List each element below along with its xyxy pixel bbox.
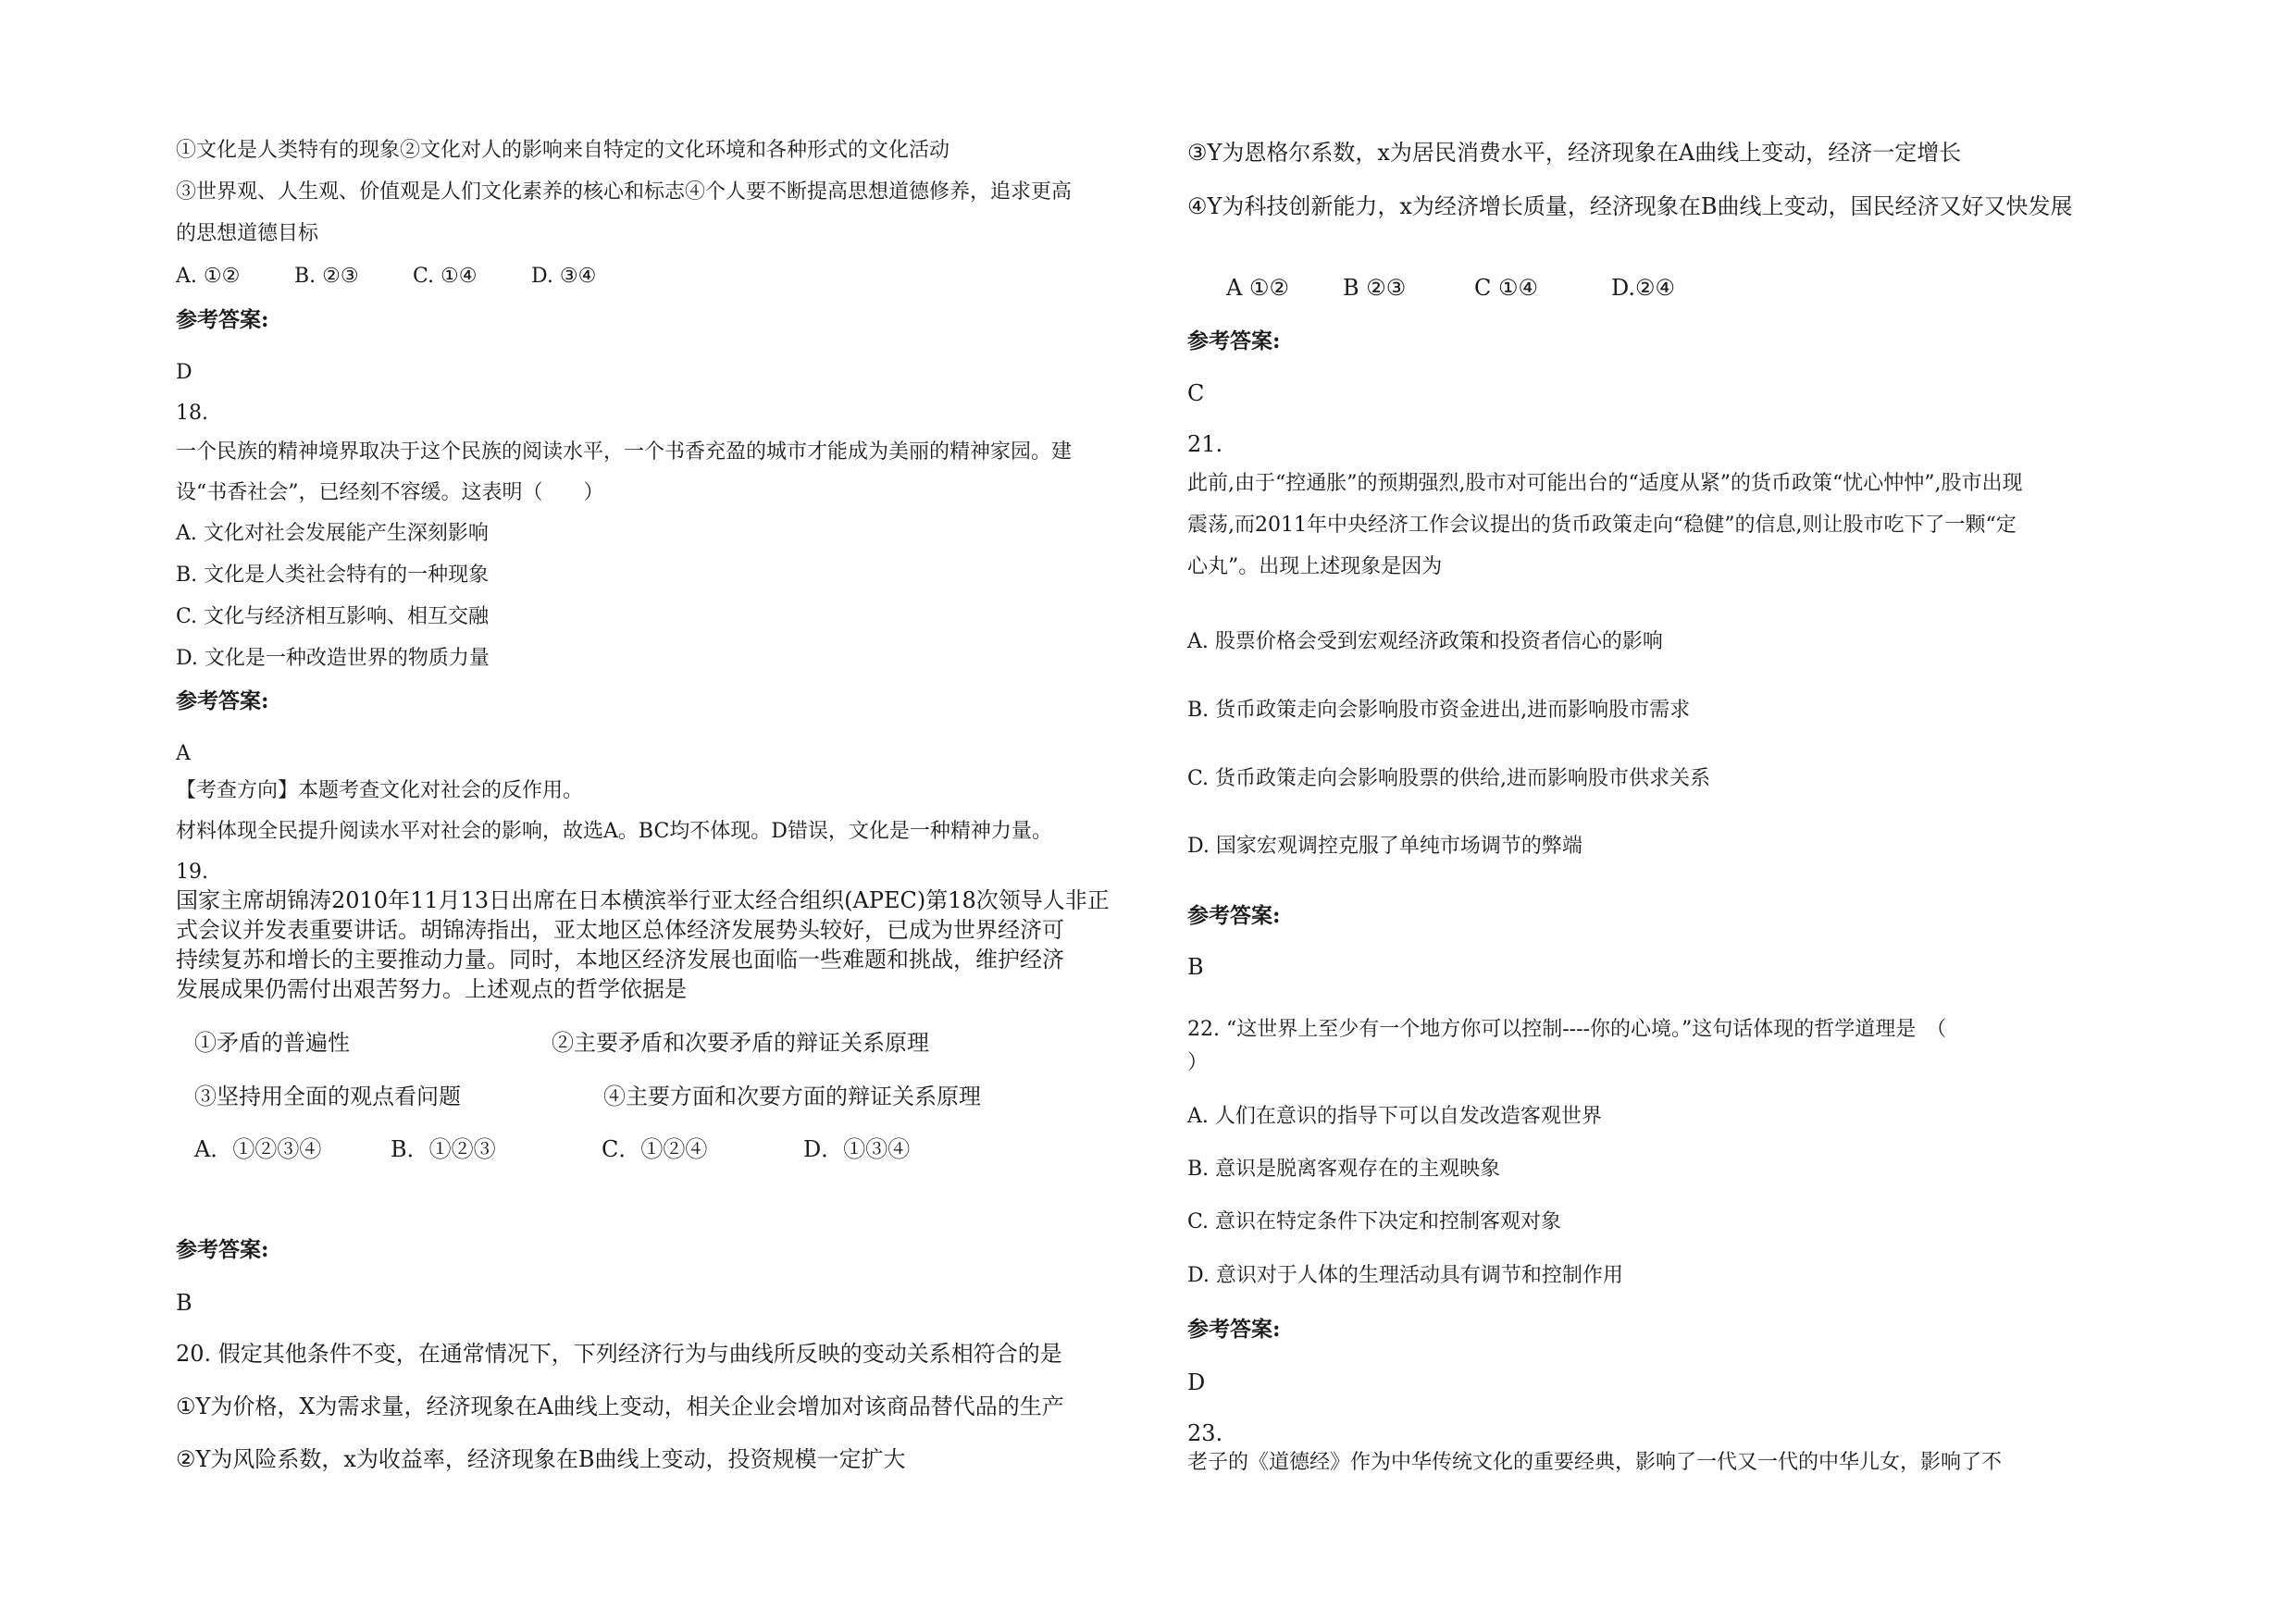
q18-note-1: 【考查方向】本题考查文化对社会的反作用。 (176, 779, 584, 802)
q21-answer-label: 参考答案: (1187, 903, 1281, 928)
q18-stem-1: 一个民族的精神境界取决于这个民族的阅读水平，一个书香充盈的城市才能成为美丽的精神家园。建 (176, 440, 1073, 464)
q21-stem-2: 震荡,而2011年中央经济工作会议提出的货币政策走向“稳健”的信息,则让股市吃下了一颗“定 (1187, 514, 2017, 537)
q20-statement-1: ①Y为价格，X为需求量，经济现象在A曲线上变动，相关企业会增加对该商品替代品的生产 (176, 1394, 1064, 1419)
q21-number: 21. (1187, 431, 1223, 457)
q18-answer-label: 参考答案: (176, 688, 269, 713)
q19-statement-4: ④主要方面和次要方面的辩证关系原理 (603, 1084, 981, 1109)
q20-stem: 20. 假定其他条件不变，在通常情况下，下列经济行为与曲线所反映的变动关系相符合的是 (176, 1341, 1062, 1367)
q21-stem-1: 此前,由于“控通胀”的预期强烈,股市对可能出台的“适度从紧”的货币政策“忧心忡忡”,股市出现 (1187, 472, 2023, 495)
q19-option-d: D．①③④ (803, 1136, 911, 1162)
q18-stem-2: 设“书香社会”，已经刻不容缓。这表明（ ） (176, 481, 604, 504)
q21-option-d: D. 国家宏观调控克服了单纯市场调节的弊端 (1187, 835, 1582, 858)
q22-stem-1: 22. “这世界上至少有一个地方你可以控制----你的心境。”这句话体现的哲学道理是 （ (1187, 1018, 1947, 1041)
q22-answer: D (1187, 1369, 1206, 1395)
q19-number: 19. (176, 861, 208, 884)
q22-option-a: A. 人们在意识的指导下可以自发改造客观世界 (1187, 1105, 1602, 1128)
q20-option-d: D.②④ (1611, 275, 1676, 301)
q21-stem-3: 心丸”。出现上述现象是因为 (1187, 555, 1443, 578)
q22-option-b: B. 意识是脱离客观存在的主观映象 (1187, 1158, 1501, 1181)
q17-option-c: C. ①④ (413, 265, 478, 288)
q18-option-a: A. 文化对社会发展能产生深刻影响 (176, 522, 489, 545)
q20-answer: C (1187, 380, 1205, 406)
q22-option-c: C. 意识在特定条件下决定和控制客观对象 (1187, 1210, 1562, 1233)
q19-statement-1: ①矛盾的普遍性 (194, 1030, 350, 1056)
q20-answer-label: 参考答案: (1187, 328, 1281, 353)
q17-answer-label: 参考答案: (176, 307, 269, 332)
q23-number: 23. (1187, 1420, 1223, 1446)
q19-statement-2: ②主要矛盾和次要矛盾的辩证关系原理 (552, 1030, 929, 1056)
q19-stem-1: 国家主席胡锦涛2010年11月13日出席在日本横滨举行亚太经合组织(APEC)第18次领导人非正 (176, 887, 1110, 913)
q19-option-a: A．①②③④ (194, 1136, 322, 1162)
q18-answer: A (176, 742, 191, 765)
q17-statement-1: ①文化是人类特有的现象②文化对人的影响来自特定的文化环境和各种形式的文化活动 (176, 139, 950, 162)
q20-option-c: C ①④ (1474, 275, 1539, 301)
q19-stem-4: 发展成果仍需付出艰苦努力。上述观点的哲学依据是 (176, 976, 687, 1002)
q18-option-d: D. 文化是一种改造世界的物质力量 (176, 647, 490, 670)
q23-stem-1: 老子的《道德经》作为中华传统文化的重要经典，影响了一代又一代的中华儿女，影响了不 (1187, 1451, 2003, 1474)
q20-statement-2: ②Y为风险系数，x为收益率，经济现象在B曲线上变动，投资规模一定扩大 (176, 1446, 906, 1472)
q18-number: 18. (176, 402, 208, 425)
q18-option-b: B. 文化是人类社会特有的一种现象 (176, 564, 490, 587)
q20-statement-3: ③Y为恩格尔系数，x为居民消费水平，经济现象在A曲线上变动，经济一定增长 (1187, 140, 1962, 166)
q17-options (176, 263, 596, 291)
q19-statement-3: ③坚持用全面的观点看问题 (194, 1084, 461, 1109)
q19-stem-3: 持续复苏和增长的主要推动力量。同时，本地区经济发展也面临一些难题和挑战，维护经济 (176, 947, 1064, 973)
q19-stem-2: 式会议并发表重要讲话。胡锦涛指出，亚太地区总体经济发展势头较好，已成为世界经济可 (176, 917, 1064, 943)
q22-option-d: D. 意识对于人体的生理活动具有调节和控制作用 (1187, 1264, 1623, 1287)
q18-option-c: C. 文化与经济相互影响、相互交融 (176, 605, 490, 628)
q21-option-b: B. 货币政策走向会影响股市资金进出,进而影响股市需求 (1187, 699, 1691, 722)
q17-statement-2: ③世界观、人生观、价值观是人们文化素养的核心和标志④个人要不断提高思想道德修养，追求更高 (176, 180, 1073, 204)
q20-option-a: A ①② (1226, 275, 1289, 301)
q17-option-a: A. ①② (176, 265, 241, 288)
q20-option-b: B ②③ (1343, 275, 1407, 301)
q22-stem-2: ） (1187, 1051, 1209, 1074)
q18-note-2: 材料体现全民提升阅读水平对社会的影响，故选A。BC均不体现。D错误，文化是一种精神力量。 (176, 820, 1052, 843)
q20-statement-4: ④Y为科技创新能力，x为经济增长质量，经济现象在B曲线上变动，国民经济又好又快发展 (1187, 193, 2073, 219)
q19-answer: B (176, 1290, 192, 1316)
q21-option-c: C. 货币政策走向会影响股票的供给,进而影响股市供求关系 (1187, 767, 1711, 790)
q21-option-a: A. 股票价格会受到宏观经济政策和投资者信心的影响 (1187, 630, 1663, 653)
q19-option-b: B．①②③ (391, 1136, 496, 1162)
q17-answer: D (176, 361, 192, 384)
q20-options (1226, 274, 1675, 302)
q17-option-b: B. ②③ (294, 265, 359, 288)
q17-statement-3: 的思想道德目标 (176, 222, 319, 245)
q19-answer-label: 参考答案: (176, 1237, 269, 1262)
q21-answer: B (1187, 954, 1204, 980)
q17-option-d: D. ③④ (531, 265, 597, 288)
q22-answer-label: 参考答案: (1187, 1317, 1281, 1342)
q19-options (194, 1135, 910, 1163)
q19-option-c: C．①②④ (602, 1136, 708, 1162)
